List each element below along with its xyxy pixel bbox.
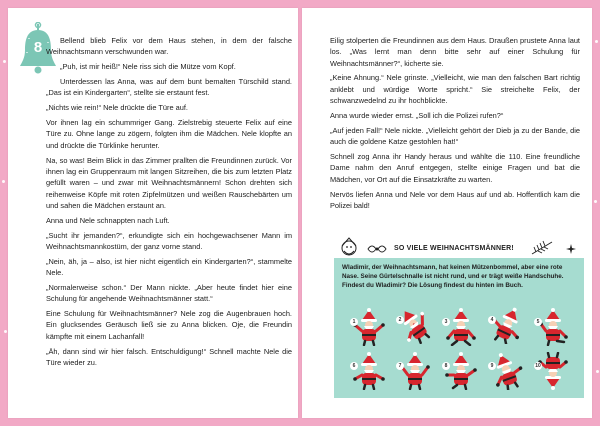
santa-number: 5 [534, 318, 542, 326]
paragraph: „Nein, äh, ja – also, ist hier nicht eigentlich ein Kindergarten?“, stammelte Nele. [46, 256, 292, 278]
santa-figure-8[interactable] [444, 352, 478, 390]
santa-number: 3 [442, 318, 450, 326]
snowflake [2, 180, 5, 183]
snowflake [3, 60, 6, 63]
santa-number: 1 [350, 318, 358, 326]
pine-branch-icon [530, 238, 556, 256]
left-page [8, 8, 298, 418]
santa-figure-1[interactable] [352, 308, 386, 346]
paragraph: Nervös liefen Anna und Nele vor dem Haus auf und ab. Hoffentlich kam die Polizei bald! [330, 189, 580, 210]
paragraph: Na, so was! Beim Blick in das Zimmer prallten die Freundinnen zurück. Vor ihnen lag ein Gruppenraum mit langen Sitzreihen, die bis zum letzten Platz gefüllt waren – und zwar mit Weihnachtsmännern! Schon drehten sich reihenweise Köpfe mit roten Zipfelmützen und weißen Rauschebärten um und sahen die Mädchen erstaunt an. [46, 155, 292, 210]
paragraph: „Äh, dann sind wir hier falsch. Entschuldigung!“ Schnell machte Nele die Türe wieder zu. [46, 346, 292, 367]
snowflake [594, 200, 597, 203]
puzzle-box [334, 258, 584, 398]
paragraph: „Keine Ahnung.“ Nele grinste. „Vielleicht, wie man den falschen Bart richtig anklebt und würdige Worte spricht.“ Sie streichelte Felix, der schwanzwedelnd zu ihr hochblickte. [330, 73, 580, 106]
page-number: 8 [33, 39, 43, 56]
paragraph: „Puh, ist mir heiß!“ Nele riss sich die Mütze vom Kopf. [60, 62, 236, 72]
santa-number: 10 [535, 363, 541, 369]
paragraph: Anna und Nele schnappten nach Luft. [46, 215, 170, 225]
right-page-text [330, 35, 580, 215]
paragraph: Eine Schulung für Weihnachtsmänner? Nele zog die Augenbrauen hoch. Ein glucksendes Geräusch ließ sie zu Anna blicken. Oje, die Freundin kämpfte mit einem Lachanfall! [46, 309, 292, 341]
paragraph: Bellend blieb Felix vor dem Haus stehen, in dem der falsche Weihnachtsmann verschwunden war. [46, 36, 292, 57]
star-icon [566, 244, 576, 254]
santa-figure-6[interactable] [352, 352, 386, 390]
santa-figure-5[interactable] [536, 308, 570, 346]
paragraph: Vor ihnen lag ein schummriger Gang. Zielstrebig steuerte Felix auf eine Türe zu. Ohne lange zu zögern, folgten ihm die Mädchen. Nele klopfte an und drückte die Türklinke herunter. [46, 118, 292, 150]
snowflake [4, 330, 7, 333]
puzzle-text: Wladimir, der Weihnachtsmann, hat keinen Mützenbommel, aber eine rote Nase. Seine Gürtelschnalle ist nicht rund, und er trägt weiße Handschuhe. Findest du Wladimir? Die Lösung findest du hinten im Buch. [342, 264, 564, 290]
santa-face-icon [338, 236, 360, 258]
snowflake [595, 40, 598, 43]
santa-figure-10[interactable] [536, 352, 570, 390]
paragraph: „Normalerweise schon.“ Der Mann nickte. „Aber heute findet hier eine Schulung für angehende Weihnachtsmänner statt.“ [46, 282, 292, 304]
santa-number: 4 [488, 316, 496, 324]
santa-figure-2[interactable] [398, 306, 432, 344]
santa-figure-9[interactable] [490, 352, 524, 390]
puzzle-title: SO VIELE WEIHNACHTSMÄNNER! [394, 245, 514, 252]
puzzle-header [334, 240, 584, 258]
santa-number: 8 [442, 362, 450, 370]
paragraph: „Nichts wie rein!“ Nele drückte die Türe auf. [46, 103, 188, 113]
santa-figure-4[interactable] [490, 306, 524, 344]
santa-number: 9 [488, 362, 496, 370]
paragraph: Schnell zog Anna ihr Handy heraus und wählte die 110. Eine freundliche Dame nahm den Anruf entgegen, stellte einige Fragen und bat die Mädchen, vor Ort auf die Einsatzkräfte zu warten. [330, 152, 580, 184]
paragraph: „Sucht ihr jemanden?“, erkundigte sich ein hochgewachsener Mann im Weihnachtsmannkostüm, der ganz vorne stand. [46, 230, 292, 251]
holly-icon [366, 242, 388, 256]
santa-number: 2 [396, 316, 404, 324]
santa-number: 7 [396, 362, 404, 370]
snowflake [596, 370, 599, 373]
paragraph: „Auf jeden Fall!“ Nele nickte. „Vielleicht gehört der Dieb ja zu der Bande, die auch die goldene Katze gestohlen hat!“ [330, 125, 580, 147]
santa-number: 6 [350, 362, 358, 370]
right-page [302, 8, 592, 418]
santa-figure-7[interactable] [398, 352, 432, 390]
paragraph: Eilig stolperten die Freundinnen aus dem Haus. Draußen prustete Anna laut los. „Was lernt man denn bitte sehr auf einer Schulung für Weihnachtsmänner?“, kicherte sie. [330, 36, 580, 68]
paragraph: Anna wurde wieder ernst. „Soll ich die Polizei rufen?“ [330, 110, 504, 120]
paragraph: Unterdessen las Anna, was auf dem bunt bemalten Türschild stand. „Das ist ein Kindergarten“, stellte sie erstaunt fest. [46, 77, 292, 98]
left-page-text [46, 35, 292, 372]
santa-figure-3[interactable] [444, 308, 478, 346]
